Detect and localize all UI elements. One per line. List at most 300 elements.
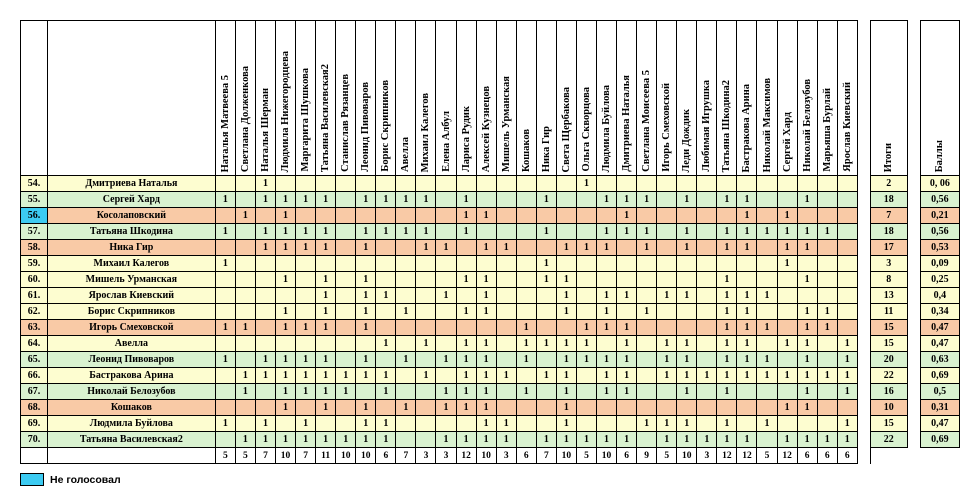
vote-cell <box>777 320 797 336</box>
column-header <box>596 21 616 176</box>
row-number: 64. <box>21 336 48 352</box>
vote-cell <box>677 208 697 224</box>
vote-cell <box>316 256 336 272</box>
vote-cell: 1 <box>717 192 737 208</box>
totals-gap <box>857 448 870 464</box>
vote-cell <box>336 176 356 192</box>
vote-cell: 1 <box>376 192 396 208</box>
row-total: 15 <box>870 320 907 336</box>
column-totals-row <box>21 448 960 464</box>
vote-cell: 1 <box>556 432 576 448</box>
vote-cell: 1 <box>737 304 757 320</box>
vote-cell <box>576 272 596 288</box>
vote-cell <box>476 320 496 336</box>
vote-cell: 1 <box>677 384 697 400</box>
column-total: 12 <box>777 448 797 464</box>
vote-cell: 1 <box>436 432 456 448</box>
vote-cell: 1 <box>316 384 336 400</box>
row-name: Татьяна Шкодина <box>47 224 215 240</box>
row-gap <box>857 400 870 416</box>
vote-cell <box>596 416 616 432</box>
table-row <box>21 288 960 304</box>
vote-cell <box>737 256 757 272</box>
column-header <box>536 21 556 176</box>
column-total: 5 <box>576 448 596 464</box>
vote-cell: 1 <box>777 256 797 272</box>
row-gap <box>857 224 870 240</box>
row-gap <box>857 240 870 256</box>
row-number: 66. <box>21 368 48 384</box>
vote-cell <box>697 320 717 336</box>
column-header <box>235 21 255 176</box>
row-gap <box>907 368 920 384</box>
vote-cell <box>336 336 356 352</box>
vote-cell <box>456 288 476 304</box>
vote-cell <box>576 368 596 384</box>
vote-cell: 1 <box>376 336 396 352</box>
row-name: Леонид Пивоваров <box>47 352 215 368</box>
vote-cell <box>777 384 797 400</box>
vote-cell: 1 <box>777 368 797 384</box>
vote-cell: 1 <box>536 224 556 240</box>
vote-cell <box>235 288 255 304</box>
vote-cell: 1 <box>837 368 857 384</box>
vote-cell <box>817 192 837 208</box>
row-name: Михаил Калегов <box>47 256 215 272</box>
column-header-label: Света Щербакова <box>560 86 572 172</box>
vote-cell <box>376 208 396 224</box>
column-header-label: Станислав Рязанцев <box>340 74 352 172</box>
column-total: 6 <box>516 448 536 464</box>
vote-cell <box>757 400 777 416</box>
vote-cell <box>336 192 356 208</box>
vote-cell: 1 <box>637 192 657 208</box>
row-name: Кошаков <box>47 400 215 416</box>
vote-cell: 1 <box>697 368 717 384</box>
vote-cell: 1 <box>717 432 737 448</box>
vote-cell <box>777 192 797 208</box>
vote-cell <box>657 208 677 224</box>
table-row <box>21 368 960 384</box>
table-row <box>21 176 960 192</box>
row-score: 0,69 <box>920 432 959 448</box>
vote-cell <box>657 320 677 336</box>
column-header <box>697 21 717 176</box>
vote-cell: 1 <box>496 368 516 384</box>
vote-cell: 1 <box>456 208 476 224</box>
vote-cell <box>416 272 436 288</box>
vote-cell <box>316 336 336 352</box>
vote-cell: 1 <box>737 224 757 240</box>
vote-cell <box>396 368 416 384</box>
vote-cell <box>235 176 255 192</box>
vote-cell <box>576 416 596 432</box>
totals-empty <box>870 448 907 464</box>
vote-cell: 1 <box>576 352 596 368</box>
row-score: 0,4 <box>920 288 959 304</box>
vote-cell: 1 <box>456 368 476 384</box>
vote-cell <box>396 176 416 192</box>
column-header-label: Николай Белозубов <box>801 79 813 172</box>
column-header <box>356 21 376 176</box>
vote-cell <box>436 256 456 272</box>
vote-cell <box>396 416 416 432</box>
column-header <box>556 21 576 176</box>
vote-cell <box>336 208 356 224</box>
row-total: 18 <box>870 224 907 240</box>
vote-cell: 1 <box>215 416 235 432</box>
vote-cell: 1 <box>837 352 857 368</box>
vote-cell: 1 <box>737 192 757 208</box>
vote-cell: 1 <box>617 208 637 224</box>
vote-cell: 1 <box>275 208 295 224</box>
score-header-label: Баллы <box>934 139 946 172</box>
vote-cell: 1 <box>817 304 837 320</box>
column-header-label: Татьяна Василевская2 <box>320 63 332 172</box>
row-score: 0,25 <box>920 272 959 288</box>
vote-cell <box>817 352 837 368</box>
row-gap <box>907 320 920 336</box>
column-header <box>215 21 235 176</box>
row-gap <box>857 192 870 208</box>
column-header <box>476 21 496 176</box>
vote-cell <box>637 288 657 304</box>
vote-cell <box>296 304 316 320</box>
vote-cell: 1 <box>316 240 336 256</box>
vote-cell <box>697 192 717 208</box>
vote-cell: 1 <box>536 256 556 272</box>
vote-cell: 1 <box>757 352 777 368</box>
vote-cell: 1 <box>617 288 637 304</box>
vote-cell <box>697 272 717 288</box>
row-total: 3 <box>870 256 907 272</box>
vote-cell <box>376 240 396 256</box>
vote-cell <box>416 176 436 192</box>
column-header <box>516 21 536 176</box>
vote-cell <box>476 224 496 240</box>
vote-cell: 1 <box>737 208 757 224</box>
row-name: Ника Гир <box>47 240 215 256</box>
vote-cell: 1 <box>797 368 817 384</box>
vote-cell <box>757 304 777 320</box>
vote-cell <box>757 384 777 400</box>
header-gap <box>907 21 920 176</box>
vote-cell <box>777 304 797 320</box>
vote-cell <box>837 304 857 320</box>
vote-cell <box>296 400 316 416</box>
vote-cell: 1 <box>556 288 576 304</box>
vote-cell <box>777 352 797 368</box>
vote-cell: 1 <box>376 384 396 400</box>
vote-cell <box>436 336 456 352</box>
column-header <box>797 21 817 176</box>
totals-empty <box>920 448 959 464</box>
vote-cell <box>336 224 356 240</box>
row-number: 61. <box>21 288 48 304</box>
vote-cell: 1 <box>396 224 416 240</box>
table-row <box>21 224 960 240</box>
row-number: 65. <box>21 352 48 368</box>
vote-cell <box>817 256 837 272</box>
vote-cell: 1 <box>576 432 596 448</box>
vote-cell <box>456 240 476 256</box>
vote-cell <box>436 416 456 432</box>
vote-cell <box>797 416 817 432</box>
vote-cell <box>275 288 295 304</box>
column-header <box>376 21 396 176</box>
vote-cell <box>416 208 436 224</box>
row-total: 15 <box>870 336 907 352</box>
vote-cell <box>456 416 476 432</box>
column-header-label: Людмила Нижегородцева <box>280 50 291 172</box>
totals-header <box>870 21 907 176</box>
vote-cell <box>215 384 235 400</box>
row-score: 0,47 <box>920 336 959 352</box>
row-total: 11 <box>870 304 907 320</box>
vote-cell: 1 <box>235 320 255 336</box>
vote-cell: 1 <box>617 192 637 208</box>
vote-cell: 1 <box>536 272 556 288</box>
table-row <box>21 320 960 336</box>
vote-cell <box>275 416 295 432</box>
column-header <box>817 21 837 176</box>
vote-cell: 1 <box>737 240 757 256</box>
vote-cell <box>235 304 255 320</box>
vote-cell: 1 <box>416 336 436 352</box>
vote-cell <box>637 368 657 384</box>
vote-cell <box>757 272 777 288</box>
vote-cell: 1 <box>556 240 576 256</box>
legend-label: Не голосовал <box>50 473 121 486</box>
column-header <box>717 21 737 176</box>
row-score: 0,47 <box>920 416 959 432</box>
column-header-label: Сергей Хард <box>781 111 793 172</box>
vote-cell: 1 <box>215 256 235 272</box>
column-total: 3 <box>436 448 456 464</box>
vote-cell <box>376 400 396 416</box>
vote-cell: 1 <box>255 192 275 208</box>
vote-cell: 1 <box>596 432 616 448</box>
column-total: 5 <box>657 448 677 464</box>
vote-cell <box>255 400 275 416</box>
vote-cell: 1 <box>737 432 757 448</box>
vote-cell: 1 <box>376 288 396 304</box>
vote-cell <box>416 352 436 368</box>
vote-cell: 1 <box>336 432 356 448</box>
column-total: 6 <box>376 448 396 464</box>
column-header <box>777 21 797 176</box>
table-row <box>21 352 960 368</box>
vote-cell: 1 <box>596 368 616 384</box>
vote-cell <box>596 272 616 288</box>
vote-cell <box>817 208 837 224</box>
column-header-label: Ника Гир <box>540 125 552 172</box>
row-total: 8 <box>870 272 907 288</box>
vote-cell <box>677 320 697 336</box>
vote-cell <box>837 208 857 224</box>
row-name: Мишель Урманская <box>47 272 215 288</box>
row-total: 22 <box>870 432 907 448</box>
vote-cell: 1 <box>476 432 496 448</box>
vote-cell: 1 <box>797 384 817 400</box>
vote-cell <box>637 400 657 416</box>
vote-cell <box>737 384 757 400</box>
vote-cell <box>496 384 516 400</box>
vote-cell <box>596 256 616 272</box>
row-gap <box>907 352 920 368</box>
vote-cell: 1 <box>797 432 817 448</box>
vote-cell <box>255 320 275 336</box>
vote-cell: 1 <box>677 336 697 352</box>
vote-cell <box>235 240 255 256</box>
row-number: 69. <box>21 416 48 432</box>
column-header-label: Людмила Буйлова <box>601 84 612 172</box>
vote-cell: 1 <box>677 240 697 256</box>
column-header-label: Наталья Шерман <box>259 88 271 172</box>
vote-cell <box>657 240 677 256</box>
column-header-label: Татьяна Шкодина2 <box>721 79 733 172</box>
vote-cell: 1 <box>275 352 295 368</box>
legend <box>20 473 121 486</box>
vote-cell <box>255 208 275 224</box>
column-total: 6 <box>837 448 857 464</box>
vote-cell <box>215 432 235 448</box>
vote-cell <box>797 256 817 272</box>
vote-cell: 1 <box>516 384 536 400</box>
column-header-label: Светлана Моисеева 5 <box>641 70 653 172</box>
vote-cell <box>296 336 316 352</box>
vote-cell <box>296 176 316 192</box>
vote-cell <box>536 320 556 336</box>
vote-cell: 1 <box>356 432 376 448</box>
row-number: 58. <box>21 240 48 256</box>
vote-cell <box>336 416 356 432</box>
row-gap <box>857 256 870 272</box>
vote-cell: 1 <box>356 288 376 304</box>
column-total: 6 <box>617 448 637 464</box>
vote-cell <box>717 400 737 416</box>
vote-cell <box>817 176 837 192</box>
vote-cell: 1 <box>637 224 657 240</box>
vote-cell: 1 <box>436 352 456 368</box>
vote-cell: 1 <box>296 432 316 448</box>
row-score: 0,09 <box>920 256 959 272</box>
vote-cell <box>235 352 255 368</box>
vote-cell <box>235 224 255 240</box>
vote-cell: 1 <box>777 432 797 448</box>
row-gap <box>907 384 920 400</box>
vote-cell <box>697 224 717 240</box>
vote-cell <box>837 240 857 256</box>
row-score: 0,34 <box>920 304 959 320</box>
vote-cell <box>576 192 596 208</box>
vote-cell <box>416 320 436 336</box>
vote-cell <box>396 432 416 448</box>
vote-cell <box>215 368 235 384</box>
vote-cell <box>516 416 536 432</box>
vote-cell: 1 <box>416 368 436 384</box>
vote-cell: 1 <box>255 176 275 192</box>
row-number: 59. <box>21 256 48 272</box>
vote-cell <box>837 288 857 304</box>
vote-cell <box>697 208 717 224</box>
vote-cell <box>536 208 556 224</box>
vote-cell <box>817 384 837 400</box>
row-score: 0,21 <box>920 208 959 224</box>
row-number: 57. <box>21 224 48 240</box>
vote-cell: 1 <box>296 320 316 336</box>
vote-cell <box>757 192 777 208</box>
row-number: 54. <box>21 176 48 192</box>
vote-cell <box>376 352 396 368</box>
vote-cell <box>436 368 456 384</box>
vote-cell <box>817 336 837 352</box>
vote-cell: 1 <box>817 432 837 448</box>
vote-cell: 1 <box>416 224 436 240</box>
vote-cell <box>697 304 717 320</box>
vote-cell: 1 <box>456 272 476 288</box>
vote-cell <box>476 256 496 272</box>
vote-cell: 1 <box>717 336 737 352</box>
row-gap <box>857 304 870 320</box>
vote-cell: 1 <box>617 352 637 368</box>
column-total: 7 <box>396 448 416 464</box>
vote-cell <box>496 304 516 320</box>
header-gap <box>857 21 870 176</box>
vote-cell <box>717 256 737 272</box>
vote-cell <box>837 176 857 192</box>
row-gap <box>907 272 920 288</box>
vote-cell <box>376 320 396 336</box>
vote-cell <box>336 304 356 320</box>
vote-cell: 1 <box>516 336 536 352</box>
vote-cell: 1 <box>536 336 556 352</box>
vote-cell <box>576 288 596 304</box>
vote-cell: 1 <box>476 208 496 224</box>
vote-cell: 1 <box>296 352 316 368</box>
row-gap <box>907 432 920 448</box>
vote-cell <box>637 384 657 400</box>
vote-cell: 1 <box>356 272 376 288</box>
vote-cell: 1 <box>255 240 275 256</box>
column-header <box>496 21 516 176</box>
vote-cell: 1 <box>797 352 817 368</box>
column-header-label: Борис Скрипников <box>380 80 392 172</box>
column-header <box>637 21 657 176</box>
vote-cell: 1 <box>677 432 697 448</box>
vote-cell: 1 <box>817 224 837 240</box>
vote-cell: 1 <box>275 432 295 448</box>
vote-cell <box>556 176 576 192</box>
vote-cell <box>737 176 757 192</box>
vote-cell: 1 <box>556 336 576 352</box>
vote-cell: 1 <box>275 400 295 416</box>
vote-cell <box>757 256 777 272</box>
vote-cell: 1 <box>717 240 737 256</box>
vote-cell: 1 <box>697 432 717 448</box>
vote-cell <box>376 176 396 192</box>
column-total: 10 <box>356 448 376 464</box>
column-header-label: Светлана Долженкова <box>239 65 251 172</box>
vote-cell: 1 <box>637 416 657 432</box>
column-total: 3 <box>416 448 436 464</box>
row-gap <box>907 176 920 192</box>
column-header-label: Николай Максимов <box>761 77 773 172</box>
vote-cell <box>837 272 857 288</box>
column-header <box>316 21 336 176</box>
vote-cell: 1 <box>215 352 235 368</box>
vote-cell <box>797 288 817 304</box>
